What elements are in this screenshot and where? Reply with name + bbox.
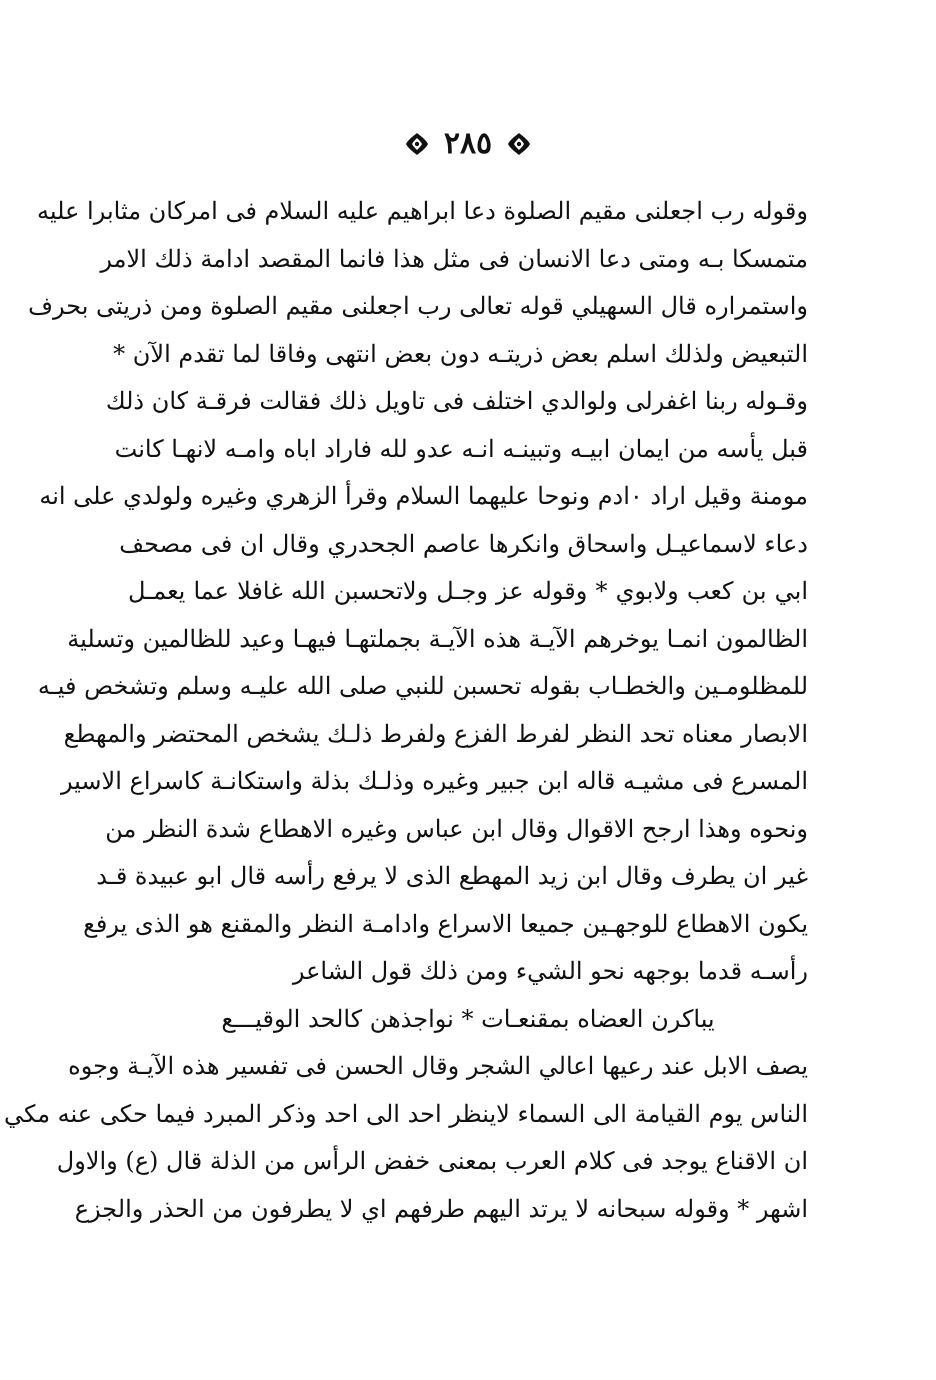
text-line: رأسـه قدما بوجهه نحو الشيء ومن ذلك قول الشاعر: [292, 957, 808, 985]
text-line: متمسكا بـه ومتى دعا الانسان فى مثل هذا فانما المقصد ادامة ذلك الامر: [100, 244, 808, 273]
text-line: التبعيض ولذلك اسلم بعض ذريتـه دون بعض انتهى وفاقا لما تقدم الآن *: [113, 339, 808, 368]
text-line: الظالمون انمـا يوخرهم الآيـة هذه الآيـة بجملتهـا فيهـا وعيد للظالمين وتسلية: [67, 624, 808, 653]
page-number: ٢٨٥: [443, 126, 493, 161]
text-line: قبل يأسه من ايمان ابيـه وتبينـه انـه عدو لله فاراد اباه وامـه لانهـا كانت: [114, 434, 808, 463]
text-line: ابي بن كعب ولابوي * وقوله عز وجـل ولاتحسبن الله غافلا عما يعمـل: [128, 577, 808, 605]
text-line: المسرع فى مشيـه قاله ابن جبير وغيره وذلـك بذلة واستكانـة كاسراع الاسير: [60, 767, 808, 795]
text-line: يصف الابل عند رعيها اعالي الشجر وقال الحسن فى تفسير هذه الآيـة وجوه: [68, 1052, 808, 1080]
text-line: دعاء لاسماعيـل واسحاق وانكرها عاصم الجحدري وقال ان فى مصحف: [119, 529, 808, 558]
text-line: واستمراره قال السهيلي قوله تعالى رب اجعلنى مقيم الصلوة ومن ذريتى بحرف: [28, 292, 808, 320]
text-line: مومنة وقيل اراد ٠ادم ونوحا عليهما السلام وقرأ الزهري وغيره ولولدي على انه: [39, 482, 808, 510]
text-line: ان الاقناع يوجد فى كلام العرب بمعنى خفض الرأس من الذلة قال (ع) والاول: [56, 1147, 808, 1175]
text-line: للمظلومـين والخطـاب بقوله تحسبن للنبي صلى الله عليـه وسلم وتشخص فيـه: [37, 672, 808, 700]
ornament-icon: [506, 131, 532, 157]
text-line: ونحوه وهذا ارجح الاقوال وقال ابن عباس وغيره الاهطاع شدة النظر من: [105, 814, 808, 843]
text-line: اشهر * وقوله سبحانه لا يرتد اليهم طرفهم اي لا يطرفون من الحذر والجزع: [74, 1194, 808, 1223]
text-line: يكون الاهطاع للوجهـين جميعا الاسراع وادامـة النظر والمقنع هو الذى يرفع: [83, 909, 808, 938]
text-line: الناس يوم القيامة الى السماء لاينظر احد الى احد وذكر المبرد فيما حكى عنه مكي: [3, 1099, 808, 1128]
text-line: غير ان يطرف وقال ابن زيد المهطع الذى لا يرفع رأسه قال ابو عبيدة قـد: [96, 862, 808, 890]
text-line: الابصار معناه تحد النظر لفرط الفزع ولفرط ذلـك يشخص المحتضر والمهطع: [63, 719, 808, 748]
page-header: [0, 122, 936, 166]
text-line: وقـوله ربنا اغفرلى ولوالدي اختلف فى تاويل ذلك فقالت فرقـة كان ذلك: [105, 387, 808, 415]
body-text: [3, 188, 808, 1233]
poetry-verse: يباكرن العضاه بمقنعـات * نواجذهن كالحد الوقيـــع: [221, 1004, 715, 1033]
text-line: وقوله رب اجعلنى مقيم الصلوة دعا ابراهيم عليه السلام فى امركان مثابرا عليه: [37, 197, 808, 225]
ornament-icon: [404, 131, 430, 157]
